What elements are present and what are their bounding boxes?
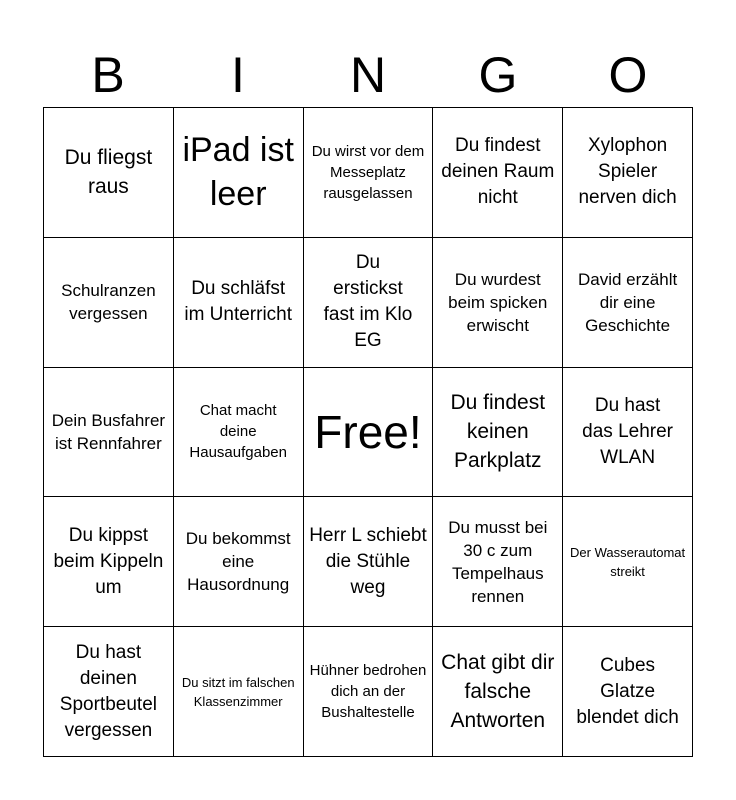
cell-text: Du musst bei 30 c zum Tempelhaus rennen	[448, 517, 548, 606]
bingo-cell-r1c1[interactable]	[44, 108, 174, 238]
cell-text: Schulranzen vergessen	[61, 281, 156, 324]
cell-text: Cubes Glatze blendet dich	[576, 654, 679, 728]
free-space: Free!	[314, 405, 422, 458]
cell-text: Du wirst vor dem Messeplatz rausgelassen	[311, 142, 425, 202]
bingo-cell-r3c3[interactable]	[304, 368, 434, 498]
cell-text: Hühner bedrohen dich an der Bushaltestelle	[309, 662, 427, 722]
bingo-cell-r4c3[interactable]	[304, 497, 434, 627]
bingo-cell-r3c4[interactable]	[433, 368, 563, 498]
cell-text: Du fliegst raus	[64, 146, 153, 199]
bingo-cell-r2c5[interactable]	[563, 238, 693, 368]
cell-text: Du wurdest beim spicken erwischt	[448, 269, 548, 335]
bingo-cell-r2c1[interactable]	[44, 238, 174, 368]
cell-text: Du bekommst eine Hausordnung	[185, 529, 291, 595]
bingo-cell-r4c2[interactable]	[174, 497, 304, 627]
bingo-cell-r1c3[interactable]	[304, 108, 434, 238]
cell-text: Der Wasserautomat streikt	[570, 544, 686, 579]
cell-text: Du schläfst im Unterricht	[184, 278, 293, 326]
bingo-cell-r5c4[interactable]	[433, 627, 563, 757]
bingo-cell-r4c1[interactable]	[44, 497, 174, 627]
bingo-cell-r3c2[interactable]	[174, 368, 304, 498]
bingo-cell-r4c4[interactable]	[433, 497, 563, 627]
bingo-cell-r5c2[interactable]	[174, 627, 304, 757]
header-letter-i: I	[231, 47, 245, 103]
bingo-cell-r5c1[interactable]	[44, 627, 174, 757]
bingo-cell-r4c5[interactable]	[563, 497, 693, 627]
cell-text: Du erstickst fast im Klo EG	[323, 252, 413, 352]
bingo-cell-r1c5[interactable]	[563, 108, 693, 238]
cell-text: Xylophon Spieler nerven dich	[578, 135, 677, 209]
bingo-cell-r2c4[interactable]	[433, 238, 563, 368]
bingo-grid	[43, 107, 693, 757]
header-letter-o: O	[608, 47, 648, 103]
cell-text: Du kippst beim Kippeln um	[53, 524, 164, 598]
cell-text: iPad ist leer	[182, 131, 294, 214]
cell-text: Du hast das Lehrer WLAN	[582, 394, 674, 468]
bingo-cell-r5c5[interactable]	[563, 627, 693, 757]
header-letter-b: B	[91, 47, 125, 103]
bingo-cell-r3c5[interactable]	[563, 368, 693, 498]
cell-text: Chat gibt dir falsche Antworten	[441, 651, 555, 733]
header-letter-n: N	[349, 47, 387, 103]
bingo-cell-r5c3[interactable]	[304, 627, 434, 757]
bingo-cell-r1c4[interactable]	[433, 108, 563, 238]
bingo-cell-r1c2[interactable]	[174, 108, 304, 238]
bingo-cell-r3c1[interactable]	[44, 368, 174, 498]
bingo-cell-r2c3[interactable]	[304, 238, 434, 368]
cell-text: Du findest deinen Raum nicht	[441, 135, 555, 209]
cell-text: Du hast deinen Sportbeutel vergessen	[59, 641, 157, 741]
cell-text: Du findest keinen Parkplatz	[450, 391, 546, 473]
header-letter-g: G	[478, 47, 518, 103]
cell-text: Du sitzt im falschen Klassenzimmer	[181, 674, 295, 709]
bingo-header	[43, 44, 693, 106]
cell-text: David erzählt dir eine Geschichte	[577, 269, 678, 335]
bingo-cell-r2c2[interactable]	[174, 238, 304, 368]
cell-text: Chat macht deine Hausaufgaben	[189, 402, 287, 462]
cell-text: Dein Busfahrer ist Rennfahrer	[51, 410, 166, 453]
cell-text: Herr L schiebt die Stühle weg	[309, 524, 427, 598]
